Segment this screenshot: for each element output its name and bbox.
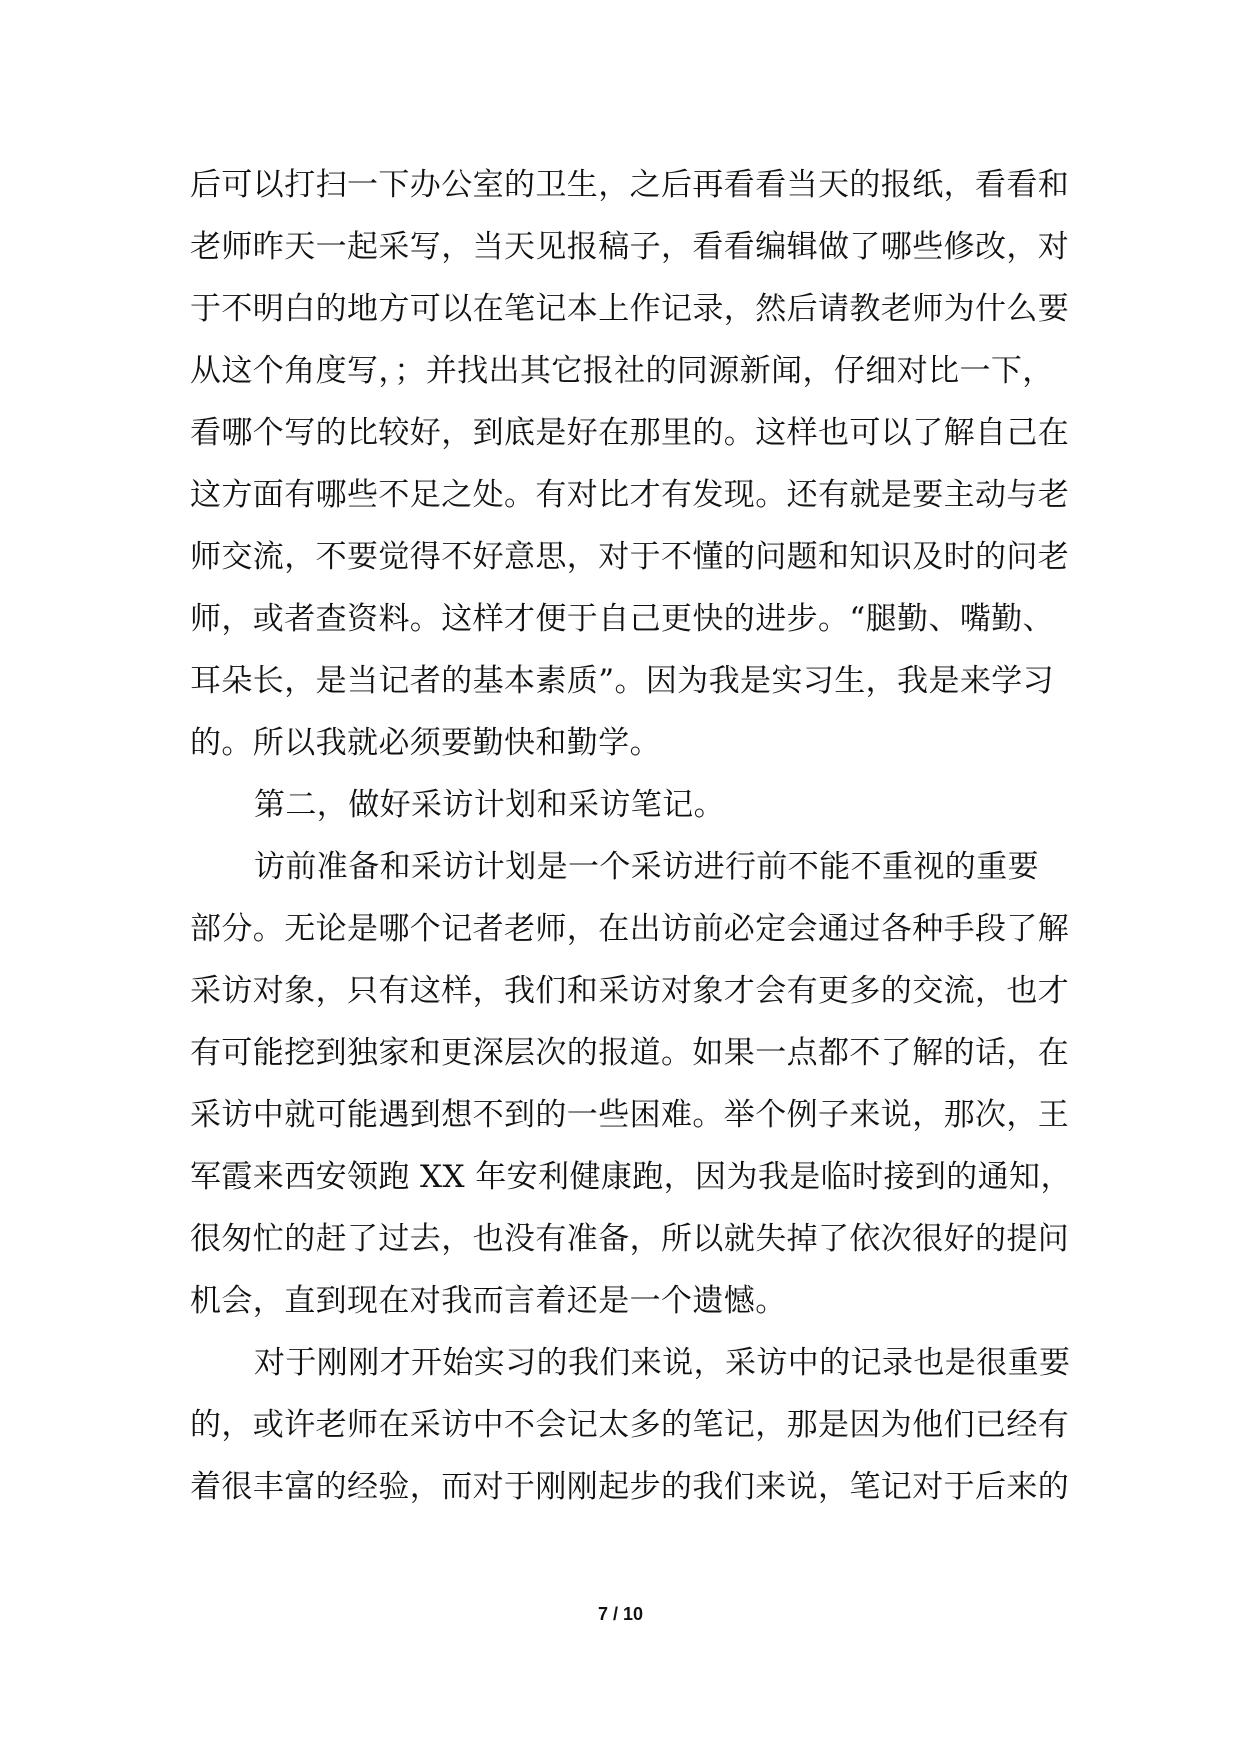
text-line: 访前准备和采访计划是一个采访进行前不能不重视的重要	[254, 849, 1039, 885]
page-number: 7 / 10	[597, 1604, 644, 1624]
body-text	[190, 154, 1070, 1518]
text-line: 第二，做好采访计划和采访笔记。	[254, 787, 725, 823]
text-line: 的。所以我就必须要勤快和勤学。	[190, 725, 661, 761]
text-line: 师，或者查资料。这样才便于自己更快的进步。“腿勤、嘴勤、	[190, 601, 1055, 637]
text-line: 师交流，不要觉得不好意思，对于不懂的问题和知识及时的问老	[190, 539, 1070, 575]
text-line: 这方面有哪些不足之处。有对比才有发现。还有就是要主动与老	[190, 477, 1070, 513]
text-line: 有可能挖到独家和更深层次的报道。如果一点都不了解的话，在	[190, 1035, 1070, 1071]
text-line: 的，或许老师在采访中不会记太多的笔记，那是因为他们已经有	[190, 1407, 1070, 1443]
text-line: 耳朵长，是当记者的基本素质”。因为我是实习生，我是来学习	[190, 663, 1055, 699]
text-line: 对于刚刚才开始实习的我们来说，采访中的记录也是很重要	[254, 1345, 1071, 1381]
text-line: 于不明白的地方可以在笔记本上作记录，然后请教老师为什么要	[190, 291, 1070, 327]
text-line: 机会，直到现在对我而言着还是一个遗憾。	[190, 1283, 787, 1319]
text-line: 老师昨天一起采写，当天见报稿子，看看编辑做了哪些修改，对	[190, 229, 1070, 265]
text-line: 从这个角度写，；并找出其它报社的同源新闻，仔细对比一下，	[190, 353, 1054, 389]
text-line: 采访中就可能遇到想不到的一些困难。举个例子来说，那次，王	[190, 1097, 1070, 1133]
text-line: 看哪个写的比较好，到底是好在那里的。这样也可以了解自己在	[190, 415, 1070, 451]
text-line: 很匆忙的赶了过去，也没有准备，所以就失掉了依次很好的提问	[190, 1221, 1070, 1257]
text-line: 采访对象，只有这样，我们和采访对象才会有更多的交流，也才	[190, 973, 1070, 1009]
text-line: 着很丰富的经验，而对于刚刚起步的我们来说，笔记对于后来的	[190, 1469, 1070, 1505]
text-line: 军霞来西安领跑 XX 年安利健康跑，因为我是临时接到的通知，	[190, 1159, 1072, 1195]
text-line: 部分。无论是哪个记者老师，在出访前必定会通过各种手段了解	[190, 911, 1070, 947]
text-line: 后可以打扫一下办公室的卫生，之后再看看当天的报纸，看看和	[190, 167, 1070, 203]
